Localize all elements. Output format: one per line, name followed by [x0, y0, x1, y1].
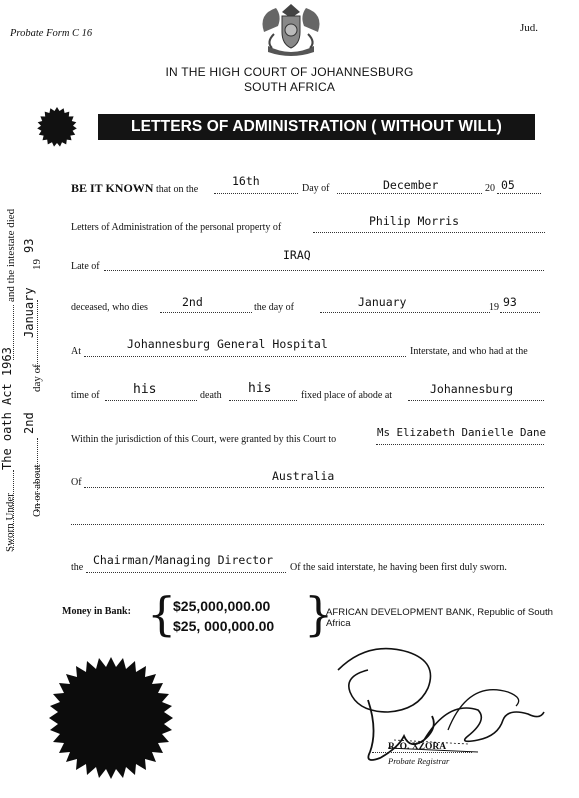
late-of-label: Late of [71, 261, 100, 272]
year-prefix: 20 [485, 183, 495, 194]
his2-dots [229, 400, 297, 401]
month-value: December [383, 178, 439, 192]
month-dots [337, 193, 482, 194]
be-it-known: BE IT KNOWN [71, 181, 154, 195]
role-dots [86, 572, 286, 573]
of-label: Of [71, 477, 82, 488]
side-day-value: 2nd [22, 412, 36, 434]
sworn-under-label: Sworn Under [4, 493, 16, 552]
his2-value: his [248, 381, 272, 396]
side-day-of-label: day of [31, 364, 43, 392]
fixed-place-label: fixed place of abode at [301, 390, 393, 401]
registrar-title: Probate Registrar [388, 756, 450, 766]
side-year-suffix [22, 239, 36, 253]
late-of-dots [104, 270, 544, 271]
death-year-dots [500, 312, 540, 313]
court-country: SOUTH AFRICA [243, 80, 336, 94]
side-dots-0 [13, 470, 14, 550]
court-name: IN THE HIGH COURT OF JOHANNESBURG [165, 65, 414, 79]
signature-line [372, 752, 472, 753]
year-suffix: 05 [501, 178, 515, 192]
year-dots [497, 193, 541, 194]
at-dots [84, 356, 406, 357]
granted-dots [376, 444, 544, 445]
money-label: Money in Bank: [62, 606, 131, 617]
side-intestate-died [5, 209, 17, 302]
death-label: death [200, 390, 222, 401]
large-seal-icon [48, 655, 174, 781]
day-dots [214, 193, 298, 194]
side-year-suffix-value: 93 [22, 238, 36, 253]
death-day-dots [160, 312, 252, 313]
intestate-died-label: and the intestate died [5, 208, 17, 302]
document-title: LETTERS OF ADMINISTRATION ( WITHOUT WILL) [98, 114, 535, 140]
right-brace-icon: } [304, 587, 334, 641]
jud-label: Jud. [520, 22, 539, 34]
of-value: Australia [272, 469, 335, 483]
death-year-prefix: 19 [489, 302, 499, 313]
abode-value: Johannesburg [430, 382, 514, 396]
his1-value: his [133, 382, 157, 397]
his1-dots [105, 400, 197, 401]
role-value: Chairman/Managing Director [93, 553, 274, 567]
death-day-value: 2nd [182, 295, 203, 309]
side-year-prefix [31, 259, 43, 270]
side-dots-1 [13, 305, 14, 360]
of-dots [84, 487, 544, 488]
that-on-the: that on the [155, 184, 199, 195]
the-label: the [71, 562, 84, 573]
coat-of-arms-emblem [256, 2, 326, 58]
late-of-value: IRAQ [283, 248, 311, 262]
side-day [22, 412, 36, 434]
death-month-dots [320, 312, 490, 313]
person-name: Philip Morris [369, 214, 460, 228]
be-it-known-row [71, 181, 198, 196]
oath-act-value: The oath Act 1963 [0, 347, 14, 470]
amount-1: $25,000,000.00 [173, 598, 271, 614]
within-label: Within the jurisdiction of this Court, were granted by this Court to [71, 434, 337, 445]
intestate-label: Interstate, and who had at the [410, 346, 528, 357]
day-value: 16th [232, 174, 260, 188]
side-dots-3 [37, 300, 38, 370]
death-year-suffix: 93 [503, 295, 517, 309]
side-dots-2 [37, 438, 38, 512]
side-oath-act [0, 347, 14, 470]
registrar-name: R. O. XZORA [388, 742, 447, 752]
small-seal-icon [36, 106, 78, 148]
side-sworn-under [4, 493, 16, 552]
side-year-prefix-value: 19 [31, 259, 43, 270]
the-day-of-label: the day of [254, 302, 294, 313]
sworn-label: Of the said interstate, he having been first duly sworn. [290, 562, 507, 573]
granted-to-value: Ms Elizabeth Danielle Dane [377, 426, 547, 439]
abode-dots [408, 400, 544, 401]
letters-label: Letters of Administration of the personal property of [71, 222, 282, 233]
side-month-value: January [22, 287, 36, 338]
form-id: Probate Form C 16 [10, 28, 93, 39]
bank-name: AFRICAN DEVELOPMENT BANK, Republic of South Africa [326, 607, 553, 629]
at-value: Johannesburg General Hospital [127, 337, 328, 351]
on-or-about-label: On or about [31, 464, 43, 517]
amount-2: $25, 000,000.00 [173, 618, 275, 634]
at-label: At [71, 346, 81, 357]
blank-dots [71, 524, 544, 525]
death-month-value: January [358, 295, 407, 309]
person-dots [313, 232, 545, 233]
left-brace-icon: { [147, 587, 177, 641]
time-of-label: time of [71, 390, 100, 401]
day-of-label: Day of [302, 183, 330, 194]
deceased-label: deceased, who dies [71, 302, 148, 313]
side-month [22, 287, 36, 338]
